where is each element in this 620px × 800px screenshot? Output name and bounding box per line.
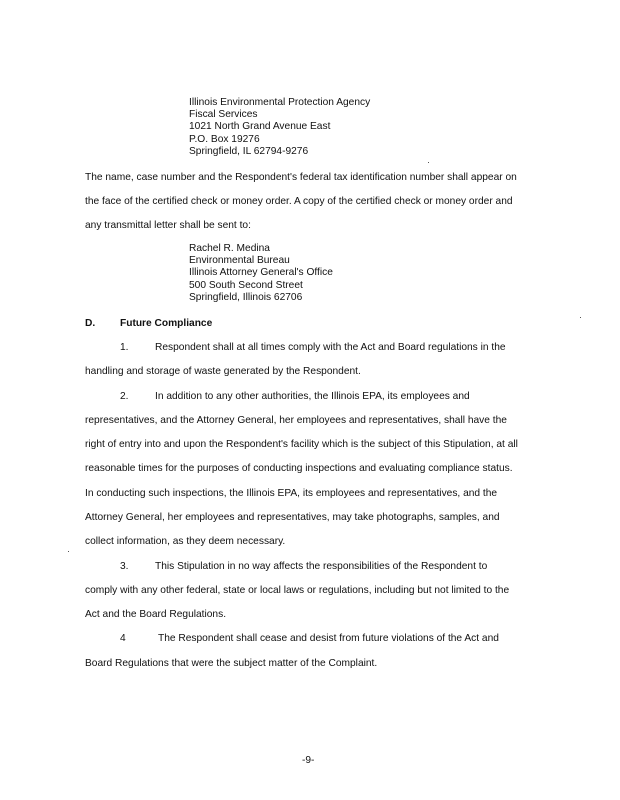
item-number: 3.: [120, 561, 129, 572]
paragraph-line: right of entry into and upon the Respondent's facility which is the subject of this Stipulation, at all: [85, 439, 518, 450]
paragraph-line: Attorney General, her employees and representatives, may take photographs, samples, and: [85, 512, 500, 523]
item-number: 4: [120, 633, 126, 644]
paragraph-line: any transmittal letter shall be sent to:: [85, 220, 251, 231]
paragraph-line: In conducting such inspections, the Illinois EPA, its employees and representatives, and the: [85, 488, 498, 499]
paragraph-line: reasonable times for the purposes of conducting inspections and evaluating compliance status.: [85, 463, 513, 474]
address-line: Illinois Environmental Protection Agency: [189, 97, 371, 108]
address-line: Rachel R. Medina: [189, 243, 270, 254]
paragraph-line: handling and storage of waste generated by the Respondent.: [85, 366, 361, 377]
item-number: 2.: [120, 391, 129, 402]
paragraph-line: the face of the certified check or money order. A copy of the certified check or money order and: [85, 196, 513, 207]
paragraph-line: The name, case number and the Respondent's federal tax identification number shall appear on: [85, 172, 517, 183]
paragraph-line: Respondent shall at all times comply with the Act and Board regulations in the: [155, 342, 506, 353]
paragraph-line: In addition to any other authorities, the Illinois EPA, its employees and: [155, 391, 470, 402]
paragraph-line: representatives, and the Attorney General, her employees and representatives, shall have the: [85, 415, 507, 426]
address-block-attorney-general: [189, 243, 333, 304]
address-line: Springfield, Illinois 62706: [189, 291, 303, 303]
scan-speck: [428, 162, 429, 163]
section-letter: D.: [85, 318, 96, 329]
address-line: Environmental Bureau: [189, 255, 290, 267]
page-number: -9-: [302, 755, 315, 766]
scan-speck: [580, 317, 581, 318]
paragraph-line: Board Regulations that were the subject matter of the Complaint.: [85, 658, 378, 669]
paragraph-line: Act and the Board Regulations.: [85, 609, 227, 620]
paragraph-line: The Respondent shall cease and desist from future violations of the Act and: [158, 633, 499, 644]
scan-speck: [68, 551, 69, 552]
address-block-epa: [189, 97, 370, 158]
section-heading: Future Compliance: [120, 318, 213, 329]
paragraph-line: comply with any other federal, state or local laws or regulations, including but not limited to the: [85, 585, 510, 596]
address-line: 500 South Second Street: [189, 279, 303, 291]
address-line: Springfield, IL 62794-9276: [189, 145, 309, 157]
address-line: 1021 North Grand Avenue East: [189, 121, 331, 133]
address-line: Illinois Attorney General's Office: [189, 267, 333, 279]
address-line: Fiscal Services: [189, 109, 258, 121]
paragraph-line: This Stipulation in no way affects the responsibilities of the Respondent to: [155, 561, 488, 572]
paragraph-line: collect information, as they deem necessary.: [85, 536, 286, 547]
address-line: P.O. Box 19276: [189, 133, 260, 145]
item-number: 1.: [120, 342, 129, 353]
